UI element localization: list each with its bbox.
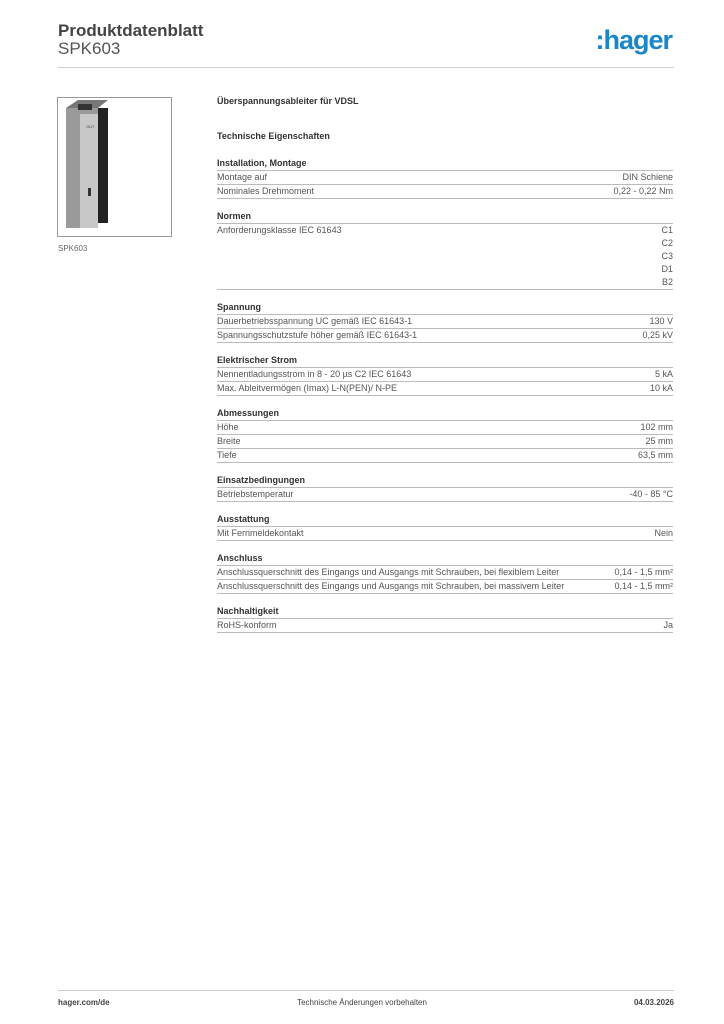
spec-row xyxy=(217,580,673,594)
spec-section xyxy=(217,474,673,502)
spec-section xyxy=(217,552,673,594)
product-image xyxy=(57,97,172,237)
tech-heading: Technische Eigenschaften xyxy=(217,131,330,141)
spec-value: 0,14 - 1,5 mm² xyxy=(614,581,673,591)
section-title: Elektrischer Strom xyxy=(217,354,673,368)
spec-label: Dauerbetriebsspannung UC gemäß IEC 61643-1 xyxy=(217,316,413,326)
spec-label: Mit Fernmeldekontakt xyxy=(217,528,304,538)
spec-row xyxy=(217,185,673,199)
spec-label: Betriebstemperatur xyxy=(217,489,294,499)
spec-section xyxy=(217,301,673,343)
section-title: Installation, Montage xyxy=(217,157,673,171)
section-title: Spannung xyxy=(217,301,673,315)
spec-row xyxy=(217,435,673,449)
spec-section xyxy=(217,605,673,633)
section-title: Abmessungen xyxy=(217,407,673,421)
page-title: Produktdatenblatt xyxy=(58,21,204,40)
spec-label: RoHS-konform xyxy=(217,620,277,630)
spec-row xyxy=(217,329,673,343)
spec-value: 130 V xyxy=(649,316,673,326)
spec-value: Ja xyxy=(663,620,673,630)
footer-divider xyxy=(58,990,674,991)
spec-label: Spannungsschutzstufe höher gemäß IEC 61643-1 xyxy=(217,330,418,340)
spec-label: Nennentladungsstrom in 8 - 20 µs C2 IEC 61643 xyxy=(217,369,412,379)
spec-section xyxy=(217,407,673,463)
footer-notice: Technische Änderungen vorbehalten xyxy=(297,998,427,1007)
hager-logo: :hager xyxy=(595,25,672,55)
spec-row xyxy=(217,315,673,329)
section-title: Nachhaltigkeit xyxy=(217,605,673,619)
spec-row xyxy=(217,224,673,290)
spec-row xyxy=(217,449,673,463)
section-title: Einsatzbedingungen xyxy=(217,474,673,488)
spec-row xyxy=(217,171,673,185)
footer-website-link[interactable]: hager.com/de xyxy=(58,998,110,1007)
spec-label: Montage auf xyxy=(217,172,268,182)
spec-row xyxy=(217,566,673,580)
spec-section xyxy=(217,354,673,396)
footer-date: 04.03.2026 xyxy=(633,998,674,1007)
spec-section xyxy=(217,210,673,290)
section-title: Ausstattung xyxy=(217,513,673,527)
spec-value: 63,5 mm xyxy=(637,450,673,460)
spec-value: 25 mm xyxy=(645,436,673,446)
spec-label: Anschlussquerschnitt des Eingangs und Ausgangs mit Schrauben, bei flexiblem Leiter xyxy=(217,567,560,577)
spec-label: Max. Ableitvermögen (Imax) L-N(PEN)/ N-PE xyxy=(217,383,398,393)
spec-row xyxy=(217,382,673,396)
spec-value: Nein xyxy=(654,528,673,538)
section-title: Normen xyxy=(217,210,673,224)
spec-label: Tiefe xyxy=(217,450,237,460)
spec-value: 0,25 kV xyxy=(642,330,673,340)
spec-row xyxy=(217,368,673,382)
spec-row xyxy=(217,619,673,633)
svg-text:OUT: OUT xyxy=(86,124,95,129)
spec-value: 5 kA xyxy=(654,369,673,379)
spec-value: 10 kA xyxy=(649,383,673,393)
spec-value: 0,14 - 1,5 mm² xyxy=(614,567,673,577)
spec-row xyxy=(217,527,673,541)
spec-value: -40 - 85 °C xyxy=(629,489,673,499)
header-divider xyxy=(58,67,674,68)
spec-section xyxy=(217,157,673,199)
spec-value: 0,22 - 0,22 Nm xyxy=(613,186,673,196)
spec-value: 102 mm xyxy=(640,422,673,432)
spec-sheet xyxy=(217,96,673,633)
spec-label: Anforderungsklasse IEC 61643 xyxy=(217,225,342,235)
image-caption: SPK603 xyxy=(58,244,88,253)
spec-label: Nominales Drehmoment xyxy=(217,186,315,196)
product-code: SPK603 xyxy=(58,39,121,58)
product-description: Überspannungsableiter für VDSL xyxy=(217,96,359,106)
spec-label: Höhe xyxy=(217,422,239,432)
spec-label: Breite xyxy=(217,436,241,446)
spec-value: DIN Schiene xyxy=(622,172,673,182)
spec-value: C1 C2 C3 D1 B2 xyxy=(661,225,673,287)
spec-section xyxy=(217,513,673,541)
section-title: Anschluss xyxy=(217,552,673,566)
spec-label: Anschlussquerschnitt des Eingangs und Ausgangs mit Schrauben, bei massivem Leiter xyxy=(217,581,565,591)
spec-row xyxy=(217,421,673,435)
spec-row xyxy=(217,488,673,502)
